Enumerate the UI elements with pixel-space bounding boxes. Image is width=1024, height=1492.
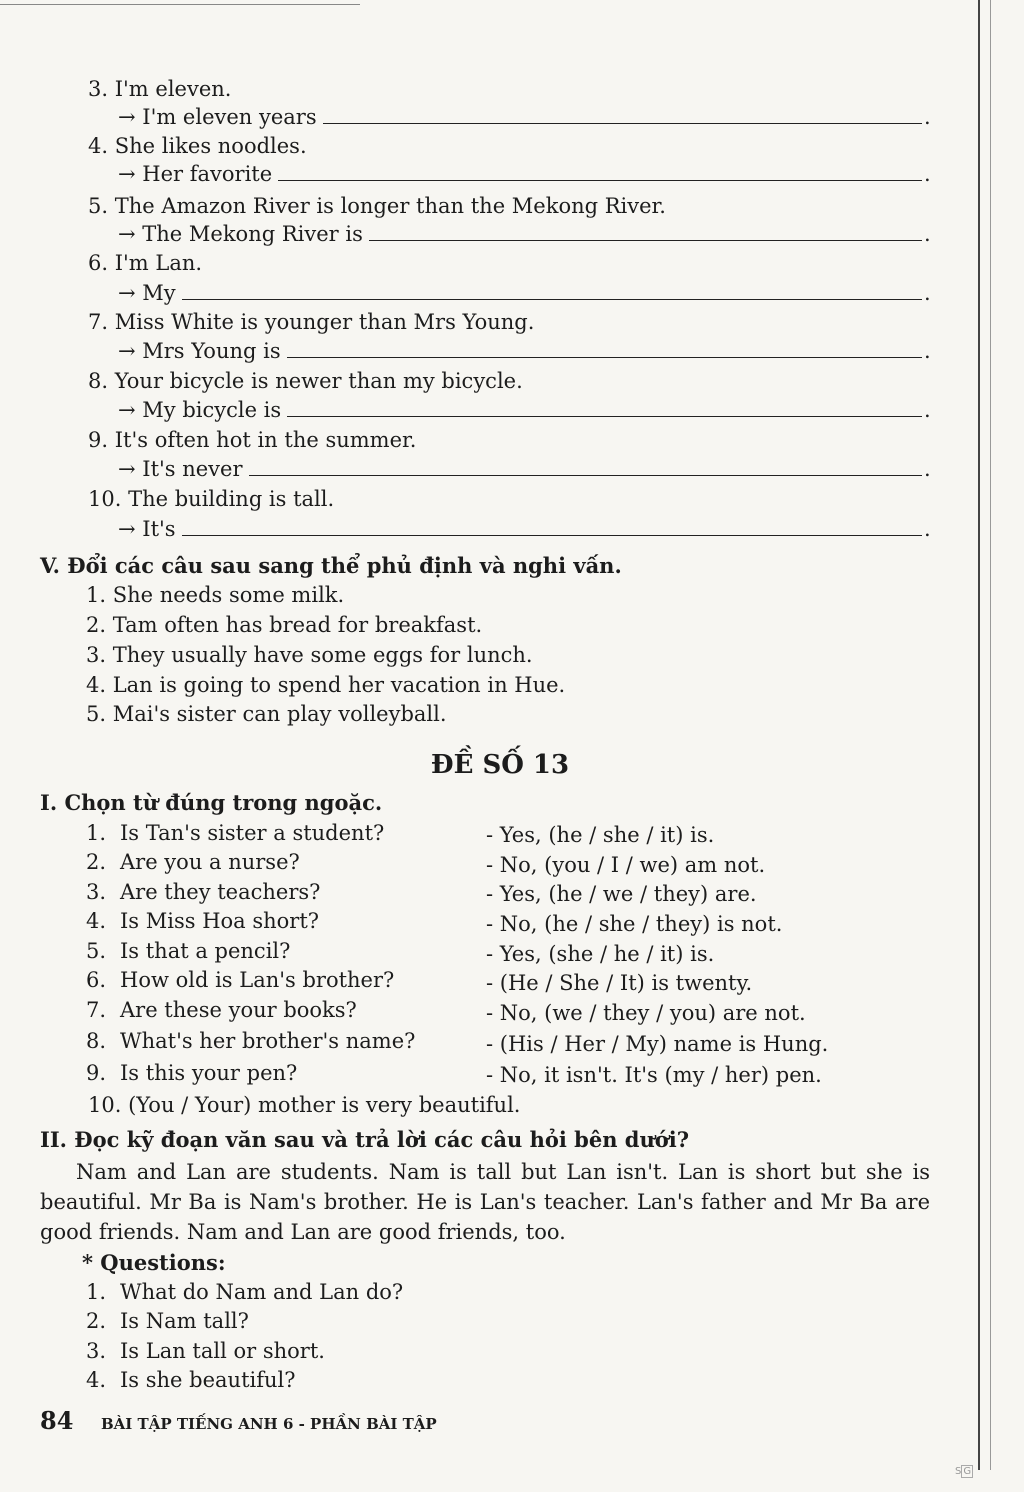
- answer-line: → The Mekong River is .: [118, 222, 931, 246]
- list-item: 2. Tam often has bread for breakfast.: [86, 613, 483, 637]
- question-item: 7. Are these your books?: [86, 998, 357, 1022]
- questions-label: * Questions:: [82, 1250, 226, 1275]
- answer-line: → Mrs Young is .: [118, 339, 931, 363]
- answer-blank[interactable]: [182, 535, 922, 536]
- answer-line: → It's .: [118, 517, 931, 541]
- list-item: 3. They usually have some eggs for lunch.: [86, 643, 533, 667]
- exercise-prompt: 4. She likes noodles.: [88, 134, 307, 158]
- list-item: 1. She needs some milk.: [86, 583, 345, 607]
- answer-line: → My bicycle is .: [118, 398, 931, 422]
- exercise-prompt: 8. Your bicycle is newer than my bicycle.: [88, 369, 523, 393]
- section-ii-heading: II. Đọc kỹ đoạn văn sau và trả lời các câu hỏi bên dưới?: [40, 1127, 690, 1152]
- page-footer: [40, 1406, 437, 1435]
- answer-item: - (His / Her / My) name is Hung.: [486, 1032, 829, 1056]
- list-item: 5. Mai's sister can play volleyball.: [86, 702, 447, 726]
- page-edge: [0, 4, 360, 5]
- answer-blank[interactable]: [323, 123, 922, 124]
- watermark-logo: S G: [955, 1466, 972, 1477]
- question-item: 4. Is she beautiful?: [86, 1368, 296, 1392]
- answer-line: → I'm eleven years .: [118, 105, 931, 129]
- answer-item: - No, (you / I / we) am not.: [486, 853, 766, 877]
- exercise-prompt: 5. The Amazon River is longer than the Mekong River.: [88, 194, 666, 218]
- question-item: 2. Is Nam tall?: [86, 1309, 249, 1333]
- question-item: 10. (You / Your) mother is very beautiful.: [88, 1093, 521, 1117]
- reading-passage: Nam and Lan are students. Nam is tall but Lan isn't. Lan is short but she is beautiful. Mr Ba is Nam's brother. He is Lan's teacher. Lan's father and Mr Ba are good friends. Nam and Lan are good friends, too.: [40, 1160, 930, 1244]
- question-item: 3. Is Lan tall or short.: [86, 1339, 325, 1363]
- question-item: 9. Is this your pen?: [86, 1061, 298, 1085]
- question-item: 1. Is Tan's sister a student?: [86, 821, 385, 845]
- exercise-prompt: 7. Miss White is younger than Mrs Young.: [88, 310, 535, 334]
- section-i-heading: I. Chọn từ đúng trong ngoặc.: [40, 790, 383, 815]
- question-item: 2. Are you a nurse?: [86, 850, 300, 874]
- answer-item: - No, (we / they / you) are not.: [486, 1001, 806, 1025]
- answer-blank[interactable]: [287, 416, 922, 417]
- answer-item: - Yes, (she / he / it) is.: [486, 942, 715, 966]
- answer-line: → It's never .: [118, 457, 931, 481]
- question-item: 1. What do Nam and Lan do?: [86, 1280, 404, 1304]
- answer-blank[interactable]: [182, 299, 922, 300]
- question-item: 5. Is that a pencil?: [86, 939, 291, 963]
- list-item: 4. Lan is going to spend her vacation in Hue.: [86, 673, 566, 697]
- answer-item: - (He / She / It) is twenty.: [486, 971, 753, 995]
- page-number: 84: [40, 1406, 74, 1435]
- answer-blank[interactable]: [278, 180, 922, 181]
- section-v-heading: V. Đổi các câu sau sang thể phủ định và nghi vấn.: [40, 553, 622, 578]
- question-item: 6. How old is Lan's brother?: [86, 968, 395, 992]
- answer-item: - No, it isn't. It's (my / her) pen.: [486, 1063, 822, 1087]
- answer-item: - Yes, (he / we / they) are.: [486, 882, 757, 906]
- question-item: 8. What's her brother's name?: [86, 1029, 416, 1053]
- answer-item: - No, (he / she / they) is not.: [486, 912, 783, 936]
- exercise-prompt: 3. I'm eleven.: [88, 77, 232, 101]
- exercise-prompt: 9. It's often hot in the summer.: [88, 428, 417, 452]
- book-binding-edge: [978, 0, 991, 1470]
- exam-title: ĐỀ SỐ 13: [430, 750, 570, 780]
- question-item: 3. Are they teachers?: [86, 880, 321, 904]
- answer-blank[interactable]: [287, 357, 922, 358]
- answer-blank[interactable]: [369, 240, 922, 241]
- answer-line: → My .: [118, 281, 931, 305]
- exercise-prompt: 10. The building is tall.: [88, 487, 335, 511]
- exercise-prompt: 6. I'm Lan.: [88, 251, 203, 275]
- answer-item: - Yes, (he / she / it) is.: [486, 823, 715, 847]
- book-title: BÀI TẬP TIẾNG ANH 6 - PHẦN BÀI TẬP: [100, 1415, 437, 1433]
- question-item: 4. Is Miss Hoa short?: [86, 909, 320, 933]
- answer-blank[interactable]: [249, 475, 922, 476]
- answer-line: → Her favorite .: [118, 162, 931, 186]
